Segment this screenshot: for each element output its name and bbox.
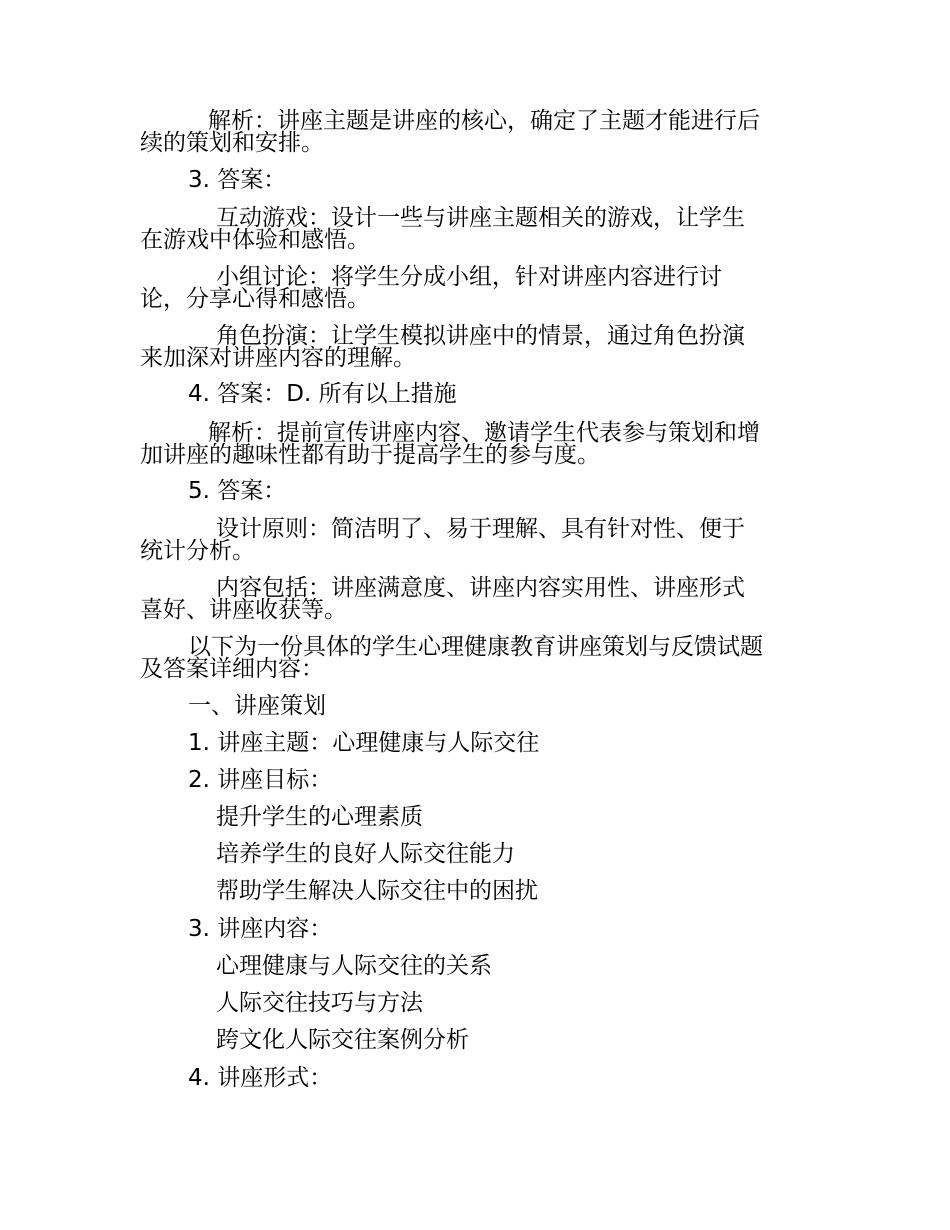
answer-item-cont: 在游戏中体验和感悟。 [140, 227, 370, 253]
analysis-line-cont: 加讲座的趣味性都有助于提高学生的参与度。 [140, 442, 600, 468]
answer-5-heading: 5. 答案： [188, 478, 287, 504]
analysis-line-cont: 续的策划和安排。 [140, 130, 324, 156]
sub-item: 跨文化人际交往案例分析 [216, 1027, 469, 1053]
sub-item: 提升学生的心理素质 [216, 804, 423, 830]
analysis-line: 解析：提前宣传讲座内容、邀请学生代表参与策划和增 [208, 420, 760, 446]
list-item: 3. 讲座内容： [188, 916, 333, 942]
list-item: 2. 讲座目标： [188, 767, 333, 793]
sub-item: 人际交往技巧与方法 [216, 990, 423, 1016]
list-item: 4. 讲座形式： [188, 1065, 333, 1091]
answer-item-cont: 统计分析。 [140, 538, 255, 564]
section-heading: 一、讲座策划 [188, 693, 326, 719]
sub-item: 心理健康与人际交往的关系 [216, 953, 492, 979]
sub-item: 培养学生的良好人际交往能力 [216, 841, 515, 867]
analysis-line: 解析：讲座主题是讲座的核心，确定了主题才能进行后 [208, 108, 760, 134]
intro-paragraph: 以下为一份具体的学生心理健康教育讲座策划与反馈试题 [188, 634, 763, 660]
answer-item: 小组讨论：将学生分成小组，针对讲座内容进行讨 [216, 264, 722, 290]
answer-item-cont: 论，分享心得和感悟。 [140, 286, 370, 312]
answer-4-heading: 4. 答案：D. 所有以上措施 [188, 381, 457, 407]
answer-item: 角色扮演：让学生模拟讲座中的情景，通过角色扮演 [216, 323, 745, 349]
answer-item: 设计原则：简洁明了、易于理解、具有针对性、便于 [216, 516, 745, 542]
intro-paragraph-cont: 及答案详细内容： [140, 656, 324, 682]
answer-item-cont: 来加深对讲座内容的理解。 [140, 345, 416, 371]
answer-item: 互动游戏：设计一些与讲座主题相关的游戏，让学生 [216, 205, 745, 231]
answer-item-cont: 喜好、讲座收获等。 [140, 597, 347, 623]
sub-item: 帮助学生解决人际交往中的困扰 [216, 878, 538, 904]
answer-3-heading: 3. 答案： [188, 167, 287, 193]
answer-item: 内容包括：讲座满意度、讲座内容实用性、讲座形式 [216, 575, 745, 601]
list-item: 1. 讲座主题：心理健康与人际交往 [188, 730, 540, 756]
